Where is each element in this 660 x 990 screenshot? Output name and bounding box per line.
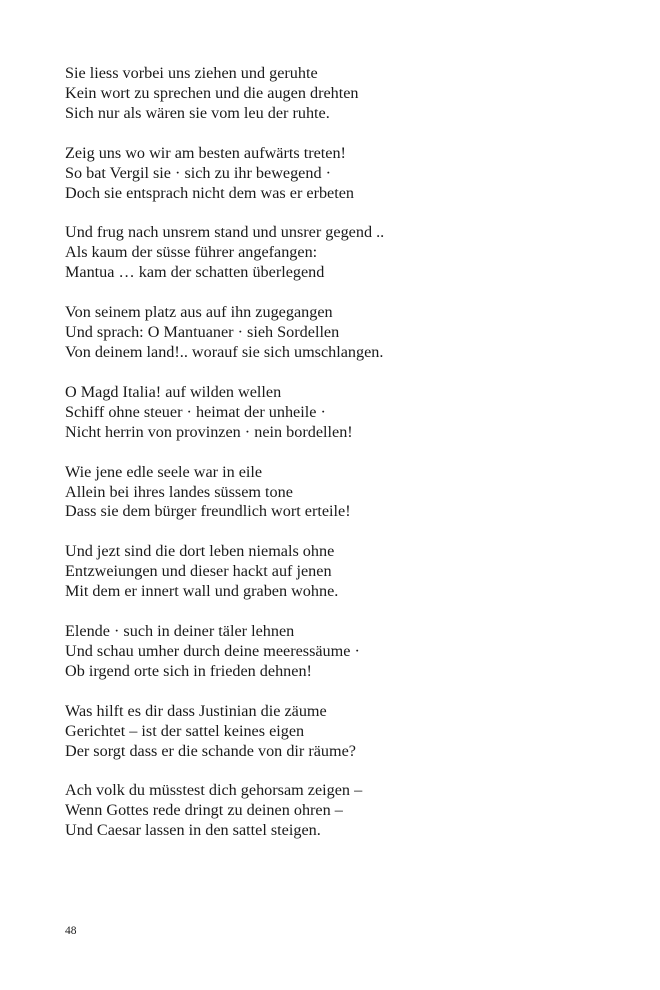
stanza — [65, 702, 625, 762]
verse-line: Der sorgt dass er die schande von dir räume? — [65, 741, 356, 760]
verse-line: Mantua … kam der schatten überlegend — [65, 263, 325, 282]
verse-line: Sich nur als wären sie vom leu der ruhte. — [65, 103, 330, 122]
verse-line: Entzweiungen und dieser hackt auf jenen — [65, 562, 332, 581]
stanza — [65, 542, 625, 602]
stanza — [65, 64, 625, 124]
verse-line: Und jezt sind die dort leben niemals ohne — [65, 542, 335, 561]
verse-line: Nicht herrin von provinzen · nein bordellen! — [65, 422, 353, 441]
verse-line: Und Caesar lassen in den sattel steigen. — [65, 821, 321, 840]
verse-line: O Magd Italia! auf wilden wellen — [65, 382, 282, 401]
verse-line: Schiff ohne steuer · heimat der unheile · — [65, 402, 326, 421]
verse-line: Ach volk du müsstest dich gehorsam zeigen – — [65, 781, 363, 800]
verse-line: Wenn Gottes rede dringt zu deinen ohren – — [65, 801, 343, 820]
verse-line: Und sprach: O Mantuaner · sieh Sordellen — [65, 323, 340, 342]
verse-line: So bat Vergil sie · sich zu ihr bewegend · — [65, 163, 331, 182]
stanza — [65, 622, 625, 682]
stanza — [65, 223, 625, 283]
verse-line: Von seinem platz aus auf ihn zugegangen — [65, 303, 333, 322]
verse-line: Elende · such in deiner täler lehnen — [65, 622, 295, 641]
verse-line: Und frug nach unsrem stand und unsrer gegend .. — [65, 223, 385, 242]
verse-line: Wie jene edle seele war in eile — [65, 462, 263, 481]
stanza — [65, 303, 625, 363]
verse-line: Allein bei ihres landes süssem tone — [65, 482, 293, 501]
stanza — [65, 383, 625, 443]
verse-line: Was hilft es dir dass Justinian die zäume — [65, 701, 327, 720]
page-number: 48 — [65, 925, 77, 937]
stanza — [65, 781, 625, 841]
stanza — [65, 144, 625, 204]
poem — [65, 64, 625, 861]
verse-line: Mit dem er innert wall und graben wohne. — [65, 582, 339, 601]
verse-line: Kein wort zu sprechen und die augen drehten — [65, 83, 359, 102]
stanza — [65, 463, 625, 523]
verse-line: Und schau umher durch deine meeressäume · — [65, 641, 360, 660]
verse-line: Ob irgend orte sich in frieden dehnen! — [65, 661, 312, 680]
verse-line: Als kaum der süsse führer angefangen: — [65, 243, 318, 262]
verse-line: Doch sie entsprach nicht dem was er erbeten — [65, 183, 355, 202]
verse-line: Dass sie dem bürger freundlich wort erteile! — [65, 502, 351, 521]
verse-line: Zeig uns wo wir am besten aufwärts treten! — [65, 143, 346, 162]
verse-line: Von deinem land!.. worauf sie sich umschlangen. — [65, 342, 384, 361]
verse-line: Gerichtet – ist der sattel keines eigen — [65, 721, 305, 740]
verse-line: Sie liess vorbei uns ziehen und geruhte — [65, 64, 318, 82]
